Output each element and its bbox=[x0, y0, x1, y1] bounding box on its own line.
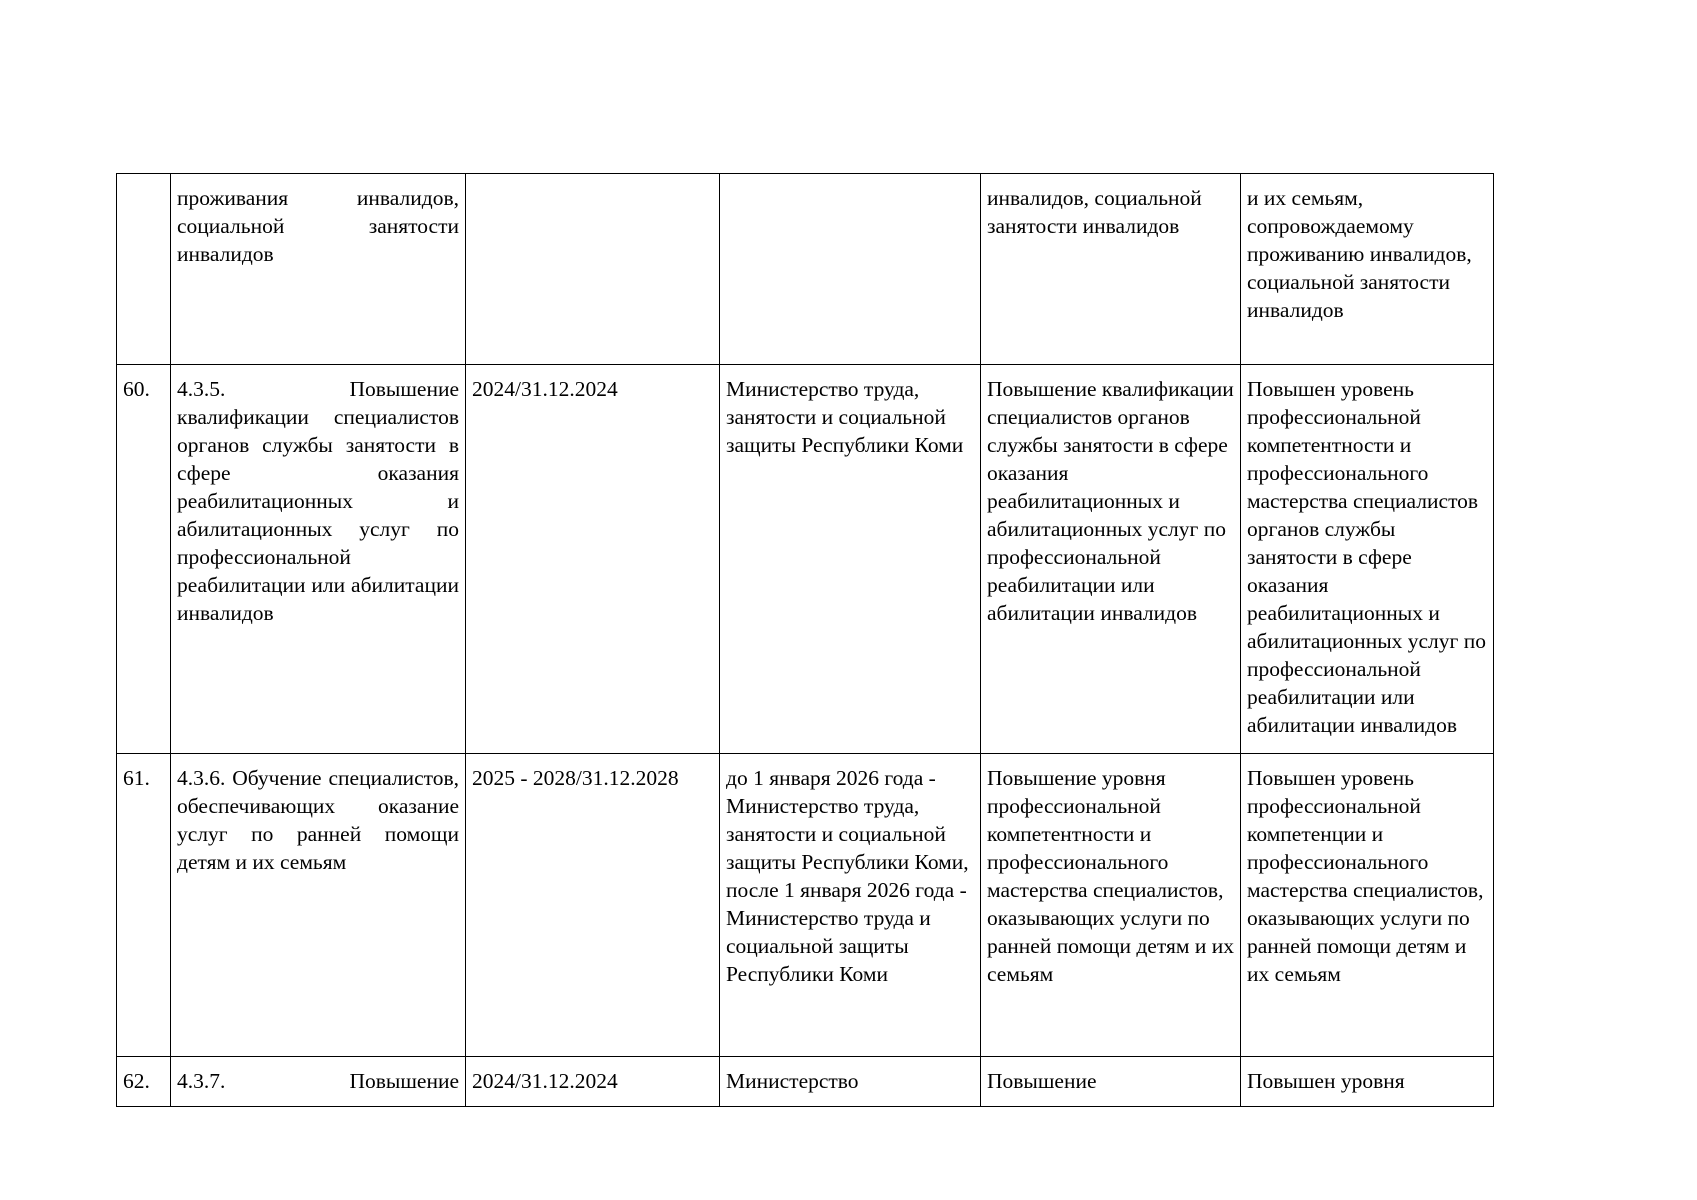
expected-result: Повышение bbox=[981, 1057, 1241, 1107]
achieved-outcome: и их семьям, сопровождаемому проживанию инвалидов, социальной занятости инвалидов bbox=[1241, 174, 1494, 365]
measures-table bbox=[116, 173, 1494, 1107]
measure-title: 4.3.6. Обучение специалистов, обеспечивающих оказание услуг по ранней помощи детям и их семьям bbox=[171, 754, 466, 1057]
implementation-period: 2024/31.12.2024 bbox=[466, 1057, 720, 1107]
row-number: 61. bbox=[117, 754, 171, 1057]
row-number: 62. bbox=[117, 1057, 171, 1107]
achieved-outcome: Повышен уровень профессиональной компетенции и профессионального мастерства специалистов, оказывающих услуги по ранней помощи детям и их семьям bbox=[1241, 754, 1494, 1057]
measure-title: 4.3.5. Повышение квалификации специалистов органов службы занятости в сфере оказания реабилитационных и абилитационных услуг по профессиональной реабилитации или абилитации инвалидов bbox=[171, 365, 466, 754]
measure-title: 4.3.7. Повышение bbox=[171, 1057, 466, 1107]
implementation-period: 2024/31.12.2024 bbox=[466, 365, 720, 754]
measure-title: проживания инвалидов, социальной занятости инвалидов bbox=[171, 174, 466, 365]
expected-result: Повышение квалификации специалистов органов службы занятости в сфере оказания реабилитационных и абилитационных услуг по профессиональной реабилитации или абилитации инвалидов bbox=[981, 365, 1241, 754]
expected-result: инвалидов, социальной занятости инвалидов bbox=[981, 174, 1241, 365]
responsible-executor: Министерство bbox=[720, 1057, 981, 1107]
achieved-outcome: Повышен уровня bbox=[1241, 1057, 1494, 1107]
responsible-executor: до 1 января 2026 года - Министерство труда, занятости и социальной защиты Республики Коми, после 1 января 2026 года - Министерство труда и социальной защиты Республики Коми bbox=[720, 754, 981, 1057]
responsible-executor bbox=[720, 174, 981, 365]
row-number bbox=[117, 174, 171, 365]
table-row bbox=[117, 754, 1494, 1057]
implementation-period bbox=[466, 174, 720, 365]
achieved-outcome: Повышен уровень профессиональной компетентности и профессионального мастерства специалистов органов службы занятости в сфере оказания реабилитационных и абилитационных услуг по профессиональной реабилитации или абилитации инвалидов bbox=[1241, 365, 1494, 754]
responsible-executor: Министерство труда, занятости и социальной защиты Республики Коми bbox=[720, 365, 981, 754]
expected-result: Повышение уровня профессиональной компетентности и профессионального мастерства специалистов, оказывающих услуги по ранней помощи детям и их семьям bbox=[981, 754, 1241, 1057]
table-row bbox=[117, 1057, 1494, 1107]
table-row bbox=[117, 365, 1494, 754]
table-row bbox=[117, 174, 1494, 365]
row-number: 60. bbox=[117, 365, 171, 754]
implementation-period: 2025 - 2028/31.12.2028 bbox=[466, 754, 720, 1057]
